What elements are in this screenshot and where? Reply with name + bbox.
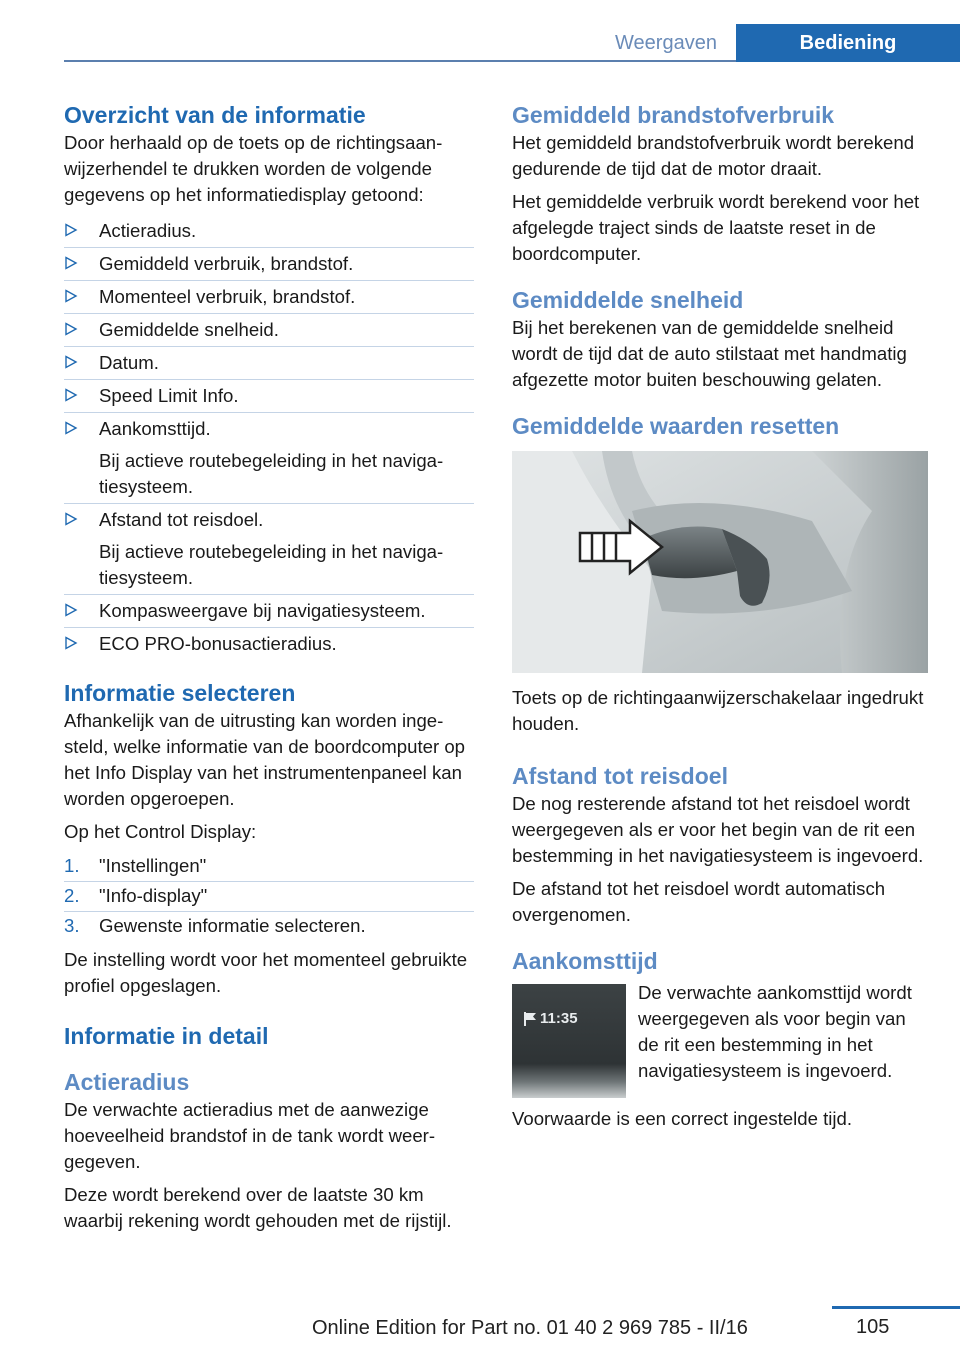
list-item-text: Actieradius. xyxy=(99,220,197,241)
section-title-selecteren: Informatie selecteren xyxy=(64,680,296,706)
reset-caption: Toets op de richtingaanwijzerschakelaar ingedrukt houden. xyxy=(512,687,924,734)
left-column xyxy=(64,100,474,1241)
overzicht-text: Door herhaald op de toets op de richtingsaanwijzerhendel te drukken worden de volgende gegevens op het informatiedisplay getoond: xyxy=(64,132,443,205)
lever-illustration-icon xyxy=(512,451,928,673)
right-column xyxy=(512,100,930,1139)
list-item-text: ECO PRO-bonusactieradius. xyxy=(99,633,337,654)
control-display-text: Op het Control Display: xyxy=(64,821,257,842)
step-number: 3. xyxy=(64,915,80,936)
afstand-text-1: De nog resterende afstand tot het reisdoel wordt weergegeven als er voor het begin van de rit een bestemming in het navigatiesysteem is ingevoerd. xyxy=(512,793,924,866)
triangle-bullet-icon xyxy=(64,322,78,336)
step-number: 1. xyxy=(64,855,80,876)
list-item xyxy=(64,504,474,595)
section-title-overzicht: Overzicht van de informatie xyxy=(64,102,366,128)
arrival-time-display xyxy=(512,984,626,1098)
triangle-bullet-icon xyxy=(64,289,78,303)
section-title-snelheid: Gemiddelde snelheid xyxy=(512,287,744,313)
step-text: "Instellingen" xyxy=(99,855,207,876)
triangle-bullet-icon xyxy=(64,223,78,237)
list-item-text: Momenteel verbruik, brandstof. xyxy=(99,286,356,307)
triangle-bullet-icon xyxy=(64,355,78,369)
step-item xyxy=(64,852,474,882)
verbruik-text-2: Het gemiddelde verbruik wordt berekend voor het afgelegde traject sinds de laatste reset in de boordcomputer. xyxy=(512,191,920,264)
section-title-aankomsttijd: Aankomsttijd xyxy=(512,948,658,974)
list-item xyxy=(64,413,474,504)
aankomsttijd-block xyxy=(512,980,930,1098)
list-item xyxy=(64,595,474,628)
voorwaarde-text: Voorwaarde is een correct ingestelde tijd. xyxy=(512,1108,853,1129)
step-text: Gewenste informatie selecteren. xyxy=(99,915,366,936)
section-title-verbruik: Gemiddeld brandstofverbruik xyxy=(512,102,835,128)
select-text: Afhankelijk van de uitrusting kan worden ingesteld, welke informatie van de boordcomputer op het Info Display van het instrumentenpaneel kan worden opgeroepen. xyxy=(64,710,466,809)
triangle-bullet-icon xyxy=(64,603,78,617)
step-item xyxy=(64,912,474,941)
list-item xyxy=(64,248,474,281)
list-item-text: Gemiddelde snelheid. xyxy=(99,319,279,340)
triangle-bullet-icon xyxy=(64,256,78,270)
turn-signal-lever-illustration xyxy=(512,451,928,673)
step-number: 2. xyxy=(64,885,80,906)
steps-list xyxy=(64,852,474,941)
step-item xyxy=(64,882,474,912)
list-item xyxy=(64,281,474,314)
footer-rule xyxy=(832,1306,960,1309)
step-text: "Info-display" xyxy=(99,885,208,906)
triangle-bullet-icon xyxy=(64,388,78,402)
actieradius-text-2: Deze wordt berekend over de laatste 30 km waarbij rekening wordt gehouden met de rijstijl. xyxy=(64,1184,452,1231)
list-item-subtext: Bij actieve routebegeleiding in het navigatiesysteem. xyxy=(99,450,444,497)
destination-flag-icon xyxy=(522,1010,540,1028)
list-item xyxy=(64,314,474,347)
section-title-afstand: Afstand tot reisdoel xyxy=(512,763,728,789)
actieradius-text-1: De verwachte actieradius met de aanwezige hoeveelheid brandstof in de tank wordt weergegeven. xyxy=(64,1099,436,1172)
verbruik-text-1: Het gemiddeld brandstofverbruik wordt berekend gedurende de tijd dat de motor draait. xyxy=(512,132,915,179)
snelheid-text: Bij het berekenen van de gemiddelde snelheid wordt de tijd dat de auto stilstaat met handmatig afgezette motor buiten beschouwing gelaten. xyxy=(512,317,907,390)
list-item-text: Speed Limit Info. xyxy=(99,385,239,406)
list-item xyxy=(64,628,474,660)
tab-weergaven[interactable]: Weergaven xyxy=(615,31,717,54)
list-item xyxy=(64,347,474,380)
list-item-text: Datum. xyxy=(99,352,159,373)
section-title-actieradius: Actieradius xyxy=(64,1069,190,1095)
list-item-text: Kompasweergave bij navigatiesysteem. xyxy=(99,600,426,621)
section-title-detail: Informatie in detail xyxy=(64,1023,269,1049)
aankomsttijd-text: De verwachte aankomsttijd wordt weergegeven als voor begin van de rit een bestemming in het navigatiesysteem is ingevoerd. xyxy=(638,982,912,1081)
arrival-time-value: 11:35 xyxy=(540,1010,578,1027)
section-title-resetten: Gemiddelde waarden resetten xyxy=(512,413,840,439)
triangle-bullet-icon xyxy=(64,512,78,526)
info-list xyxy=(64,215,474,660)
triangle-bullet-icon xyxy=(64,636,78,650)
list-item-subtext: Bij actieve routebegeleiding in het navigatiesysteem. xyxy=(99,541,444,588)
list-item xyxy=(64,215,474,248)
profile-text: De instelling wordt voor het momenteel gebruikte profiel opgeslagen. xyxy=(64,949,468,996)
edition-footer: Online Edition for Part no. 01 40 2 969 785 - II/16 xyxy=(312,1317,748,1339)
afstand-text-2: De afstand tot het reisdoel wordt automatisch overgenomen. xyxy=(512,878,886,925)
list-item xyxy=(64,380,474,413)
list-item-text: Aankomsttijd. xyxy=(99,418,211,439)
tab-bediening[interactable]: Bediening xyxy=(736,24,960,62)
page-number: 105 xyxy=(856,1316,890,1338)
triangle-bullet-icon xyxy=(64,421,78,435)
list-item-text: Gemiddeld verbruik, brandstof. xyxy=(99,253,354,274)
list-item-text: Afstand tot reisdoel. xyxy=(99,509,264,530)
